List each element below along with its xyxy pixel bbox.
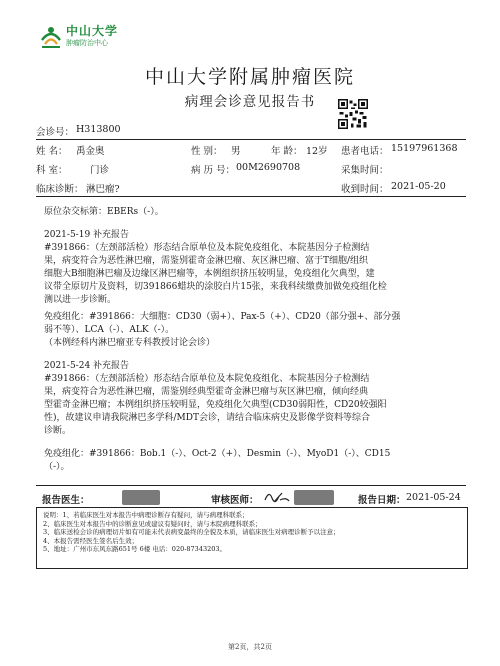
note-line: 5、地址：广州市东风东路651号 6楼 电话：020-87343203。 (43, 545, 226, 554)
phone-label: 患者电话： (341, 146, 389, 157)
report-line: 性)，故建议申请我院淋巴多学科/MDT会诊，请结合临床病史及影像学资料等综合 (44, 413, 370, 423)
record-no: 00M2690708 (236, 162, 301, 173)
report-line: 果，病变符合为恶性淋巴瘤，需鉴别经典型霍奇金淋巴瘤与灰区淋巴瘤，倾向经典 (44, 387, 369, 397)
dept-label: 科 室： (36, 165, 68, 176)
report-line: #391866：（左颈部活检）形态结合原单位及本院免疫组化、本院基因分子检测结 (44, 374, 370, 384)
page-number: 第2页，共2页 (228, 643, 272, 651)
consult-no: H313800 (76, 124, 121, 135)
hospital-name: 中山大学附属肿瘤医院 (144, 66, 355, 88)
logo-title: 中山大学 (66, 24, 119, 38)
supplement-date: 2021-5-24 补充报告 (44, 361, 130, 371)
ihc-line: 免疫组化：#391866：大细胞：CD30（弱+）、Pax-5（+）、CD20（部分强+、部分强 (44, 312, 401, 322)
reviewer-signature (262, 488, 292, 506)
consult-note: （本例经科内淋巴瘤亚专科教授讨论会诊） (44, 338, 216, 348)
reviewer-label: 审核医师： (211, 495, 259, 506)
patient-phone: 15197961368 (391, 143, 458, 154)
hospital-emblem-icon (38, 22, 64, 50)
patient-age: 12岁 (306, 146, 328, 157)
patient-sex: 男 (231, 146, 241, 157)
report-line: 细胞大B细胞淋巴瘤及边缘区淋巴瘤等，本例组织挤压较明显，免疫组化欠典型，建 (44, 269, 375, 279)
logo-subtitle: 肿瘤防治中心 (66, 39, 108, 47)
report-title: 病理会诊意见报告书 (184, 94, 316, 110)
clinical-diagnosis: 淋巴瘤? (86, 184, 120, 195)
divider (36, 139, 466, 140)
patient-info (36, 121, 466, 197)
patient-name: 禹金奥 (76, 146, 105, 157)
report-body (44, 206, 464, 474)
info-row-diagnosis (36, 178, 466, 197)
received-label: 收到时间： (341, 184, 389, 195)
divider (36, 485, 466, 486)
divider (36, 196, 466, 197)
info-row-dept (36, 159, 466, 178)
ihc-line: 免疫组化：#391866：Bob.1（-）、Oct-2（+）、Desmin（-）、MyoD1（-）、CD15 (44, 449, 391, 459)
doctor-label: 报告医生： (42, 495, 90, 506)
note-line: 说明：1、若临床医生对本报告中病理诊断存有疑问，请与病理科联系； (43, 511, 249, 519)
department: 门诊 (90, 165, 110, 176)
note-line: 3、临床送检会诊的病理切片如有可能未代表病变最终的全貌及本质，请临床医生对病理诊断予以注意； (43, 528, 340, 537)
info-row-name (36, 140, 466, 159)
notes-box (36, 507, 468, 569)
ihc-line: 弱不等）、LCA（-）、ALK（-）。 (44, 325, 175, 335)
report-date-label: 报告日期： (358, 495, 406, 506)
report-line: 型霍奇金淋巴瘤；本例组织挤压较明显，免疫组化欠典型(CD30弱阳性，CD20较强阳 (44, 400, 387, 410)
note-line: 4、本报告需经医生签名后生效； (43, 536, 139, 545)
report-line: 果，病变符合为恶性淋巴瘤，需鉴别霍奇金淋巴瘤、灰区淋巴瘤、富于T细胞/组织 (44, 256, 369, 266)
collect-time-label: 采集时间： (341, 165, 389, 176)
note-line: 2、临床医生对本报告中的诊断意见或建议有疑问时，请与本院病理科联系； (43, 519, 262, 528)
report-line: 诊断。 (44, 426, 72, 436)
hospital-logo (38, 20, 118, 54)
signature-row (36, 490, 466, 506)
doctor-signature-redacted (122, 490, 160, 505)
diagnosis-label: 临床诊断： (36, 184, 84, 195)
record-label: 病 历 号： (191, 165, 236, 176)
age-label: 年 龄： (271, 146, 303, 157)
name-label: 姓 名： (36, 146, 68, 157)
report-date: 2021-05-24 (406, 492, 461, 503)
report-line: 测以进一步诊断。 (44, 295, 117, 305)
received-time: 2021-05-20 (391, 181, 446, 192)
info-row-consult (36, 121, 466, 140)
consult-no-label: 会诊号： (36, 127, 75, 138)
sex-label: 性 别： (191, 146, 223, 157)
ish-result: 原位杂交标第：EBERs（-）。 (44, 207, 164, 217)
report-line: #391866：（左颈部活检）形态结合原单位及本院免疫组化、本院基因分子检测结 (44, 243, 370, 253)
ihc-line: （-）。 (44, 462, 70, 472)
report-line: 议带全原切片及资料，切391866蜡块的涂胶白片15张，来我科续缴费加做免疫组化检 (44, 282, 387, 292)
supplement-date: 2021-5-19 补充报告 (44, 230, 130, 240)
reviewer-signature-redacted (294, 490, 334, 505)
